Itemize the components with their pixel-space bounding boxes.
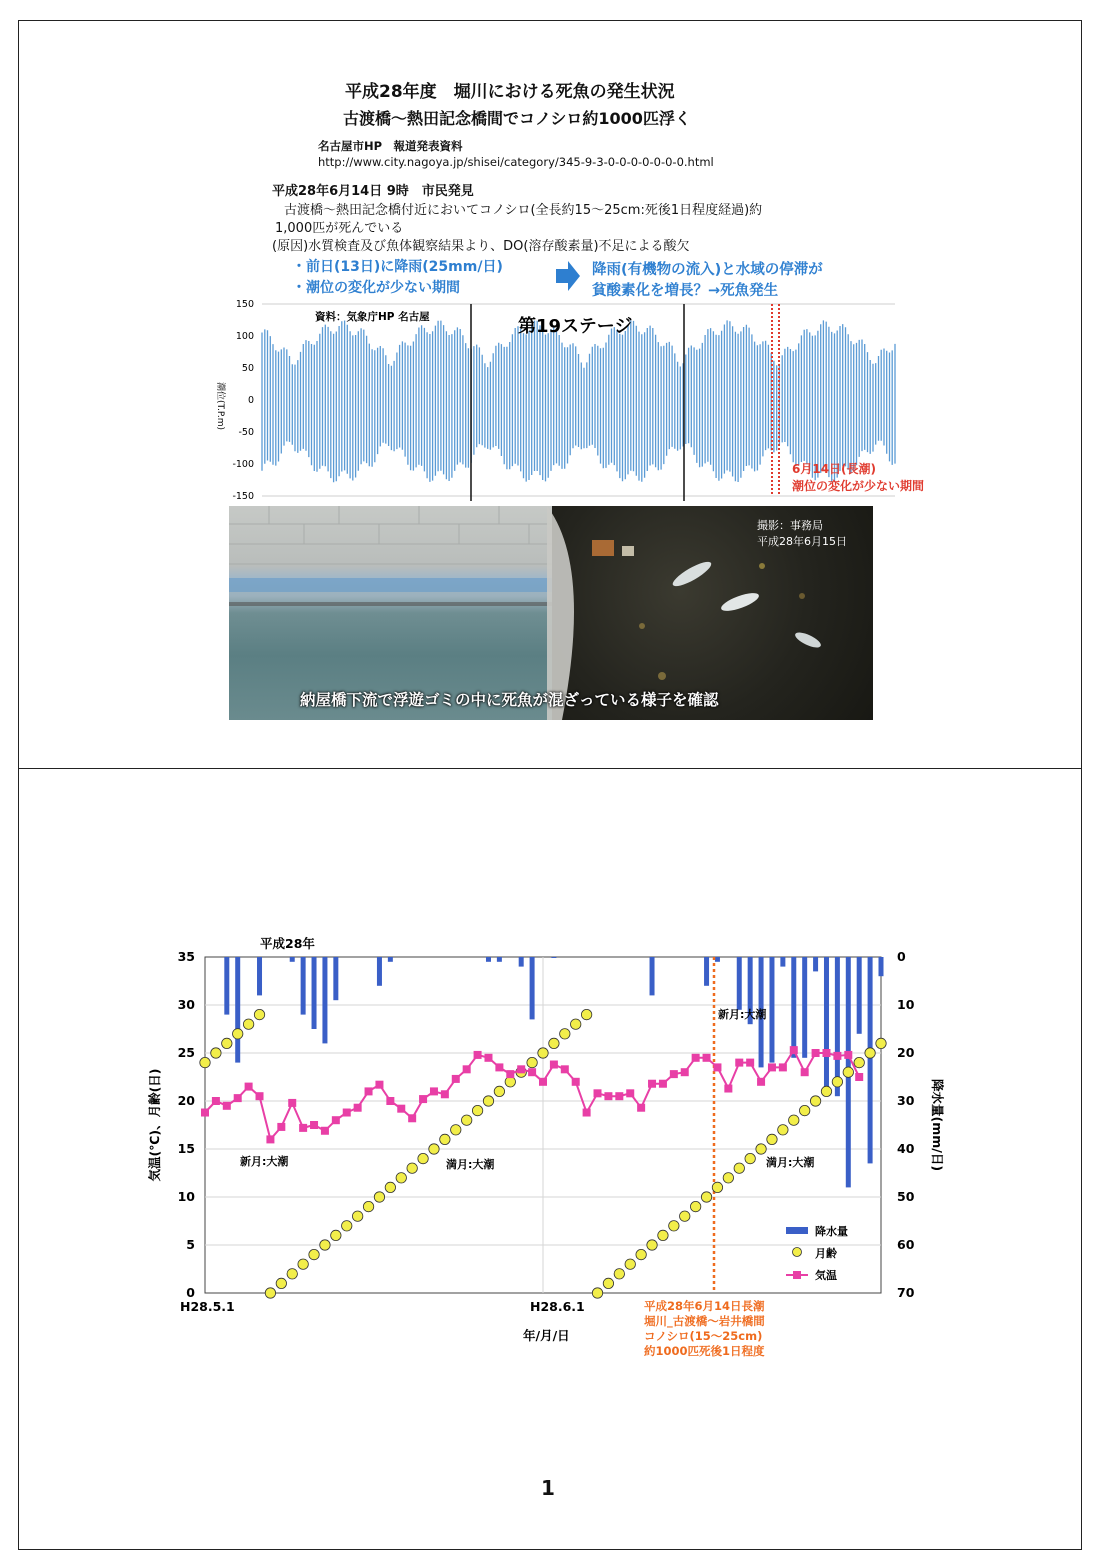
x-tick-1: H28.6.1 [530, 1299, 585, 1314]
moon-age-point [854, 1057, 864, 1067]
moon-age-point [876, 1038, 886, 1048]
left-tick-label: 10 [177, 1189, 195, 1204]
y-left-label: 気温(℃)、月齢(日) [147, 1068, 162, 1182]
cause-right-2: 貧酸素化を増長？→死魚発生 [592, 283, 779, 299]
moon-age-point [352, 1211, 362, 1221]
moon-age-point [494, 1086, 504, 1096]
left-tick-label: 0 [186, 1285, 195, 1300]
rain-bar [824, 957, 829, 1087]
temperature-point [790, 1046, 798, 1054]
page-number: 1 [541, 1476, 555, 1500]
legend-rain-label: 降水量 [815, 1225, 848, 1238]
moon-age-point [233, 1029, 243, 1039]
photo-caption: 納屋橋下流で浮遊ゴミの中に死魚が混ざっている様子を確認 [300, 691, 719, 709]
annotation-new-moon-2: 新月:大潮 [718, 1008, 767, 1021]
rain-bar [486, 957, 491, 962]
right-tick-label: 70 [897, 1285, 915, 1300]
tide-y-tick: 100 [235, 331, 254, 342]
rain-bar [333, 957, 338, 1000]
right-tick-label: 30 [897, 1093, 915, 1108]
moon-age-point [538, 1048, 548, 1058]
moon-age-point [472, 1105, 482, 1115]
temperature-point [615, 1092, 623, 1100]
rain-bar [497, 957, 502, 962]
moon-age-point [363, 1201, 373, 1211]
tide-oscillation [262, 320, 895, 482]
temperature-point [517, 1065, 525, 1073]
tide-y-tick: 0 [247, 395, 254, 406]
temperature-point [506, 1070, 514, 1078]
temperature-point [572, 1078, 580, 1086]
left-axis-ticks [178, 949, 196, 1300]
temperature-point [277, 1123, 285, 1131]
moon-age-point [451, 1125, 461, 1135]
left-tick-label: 20 [177, 1093, 195, 1108]
temperature-point [746, 1059, 754, 1067]
temperature-point [452, 1075, 460, 1083]
weather-chart-svg [140, 930, 960, 1360]
moon-age-point [810, 1096, 820, 1106]
moon-age-point [461, 1115, 471, 1125]
moon-age-point [592, 1288, 602, 1298]
left-tick-label: 35 [177, 949, 195, 964]
temperature-point [245, 1083, 253, 1091]
temperature-point [201, 1109, 209, 1117]
rain-bar [322, 957, 327, 1043]
right-tick-label: 0 [897, 949, 906, 964]
rain-bar [519, 957, 524, 967]
legend-temp-swatch [793, 1271, 801, 1279]
rain-bar [388, 957, 393, 962]
temperature-point [833, 1052, 841, 1060]
chart-title: 平成28年 [260, 936, 315, 951]
rain-bar [377, 957, 382, 986]
left-tick-label: 30 [177, 997, 195, 1012]
temperature-point [419, 1095, 427, 1103]
event-note-1: 平成28年6月14日長潮 [644, 1299, 765, 1313]
rain-bar [312, 957, 317, 1029]
report-line-2: 古渡橋～熱田記念橋付近においてコノシロ(全長約15～25cm:死後1日程度経過)約 [284, 203, 763, 218]
temperature-point [430, 1087, 438, 1095]
moon-age-point [625, 1259, 635, 1269]
annotation-new-moon-1: 新月:大潮 [240, 1155, 289, 1168]
right-tick-label: 40 [897, 1141, 915, 1156]
y-right-label: 降水量(mm/日) [930, 1078, 945, 1172]
temperature-point [539, 1078, 547, 1086]
temperature-point [234, 1094, 242, 1102]
moon-age-point [385, 1182, 395, 1192]
legend-rain-swatch [786, 1227, 808, 1234]
moon-age-point [680, 1211, 690, 1221]
tide-y-tick: 50 [241, 363, 254, 374]
rain-bar [650, 957, 655, 995]
rain-bar [780, 957, 785, 967]
report-line-4: (原因)水質検査及び魚体観察結果より、DO(溶存酸素量)不足による酸欠 [272, 239, 690, 254]
right-arrow-icon [556, 261, 580, 291]
tide-y-label: 潮位(T.P.m) [215, 382, 225, 430]
moon-age-point [821, 1086, 831, 1096]
moon-age-point [342, 1221, 352, 1231]
temperature-point [561, 1065, 569, 1073]
moon-age-point [309, 1249, 319, 1259]
rain-bar [737, 957, 742, 1010]
moon-age-point [418, 1153, 428, 1163]
moon-age-point [200, 1057, 210, 1067]
right-tick-label: 20 [897, 1045, 915, 1060]
rain-bar [235, 957, 240, 1063]
temperature-point [474, 1051, 482, 1059]
temperature-point [256, 1092, 264, 1100]
temperature-point [408, 1114, 416, 1122]
rain-bar [835, 957, 840, 1096]
rain-bar [290, 957, 295, 962]
moon-age-point [549, 1038, 559, 1048]
rain-bar [257, 957, 262, 995]
annotation-full-moon-2: 満月:大潮 [766, 1156, 815, 1169]
right-tick-label: 10 [897, 997, 915, 1012]
moon-age-point [832, 1077, 842, 1087]
photo-credit-1: 撮影：事務局 [757, 519, 823, 532]
left-tick-label: 25 [177, 1045, 195, 1060]
legend-moon-swatch [793, 1248, 802, 1257]
temperature-point [735, 1059, 743, 1067]
temperature-point [299, 1124, 307, 1132]
moon-age-point [799, 1105, 809, 1115]
moon-age-point [745, 1153, 755, 1163]
rain-bar [857, 957, 862, 1034]
moon-age-point [287, 1269, 297, 1279]
rain-bar [715, 957, 720, 962]
tide-y-tick: -50 [238, 427, 254, 438]
temperature-point [463, 1065, 471, 1073]
page-title: 平成28年度 堀川における死魚の発生状況 [345, 82, 675, 102]
photo-credit-2: 平成28年6月15日 [757, 535, 847, 548]
temperature-point [288, 1099, 296, 1107]
temperature-point [801, 1068, 809, 1076]
temperature-point [495, 1063, 503, 1071]
temperature-point [375, 1081, 383, 1089]
rain-bar [301, 957, 306, 1015]
page-divider [18, 768, 1082, 769]
moon-age-point [396, 1173, 406, 1183]
moon-age-point [701, 1192, 711, 1202]
temperature-point [626, 1089, 634, 1097]
temperature-point [713, 1063, 721, 1071]
temperature-point [365, 1087, 373, 1095]
temperature-point [768, 1063, 776, 1071]
event-note-4: 約1000匹死後1日程度 [644, 1344, 765, 1358]
moon-age-point [581, 1009, 591, 1019]
left-tick-label: 5 [186, 1237, 195, 1252]
moon-age-point [712, 1182, 722, 1192]
temperature-point [332, 1116, 340, 1124]
tide-y-tick: 150 [235, 299, 254, 310]
tide-source-note: 資料：気象庁HP 名古屋 [315, 311, 430, 323]
temperature-point [812, 1049, 820, 1057]
temperature-point [441, 1090, 449, 1098]
temperature-point [550, 1061, 558, 1069]
moon-age-point [265, 1288, 275, 1298]
moon-age-point [298, 1259, 308, 1269]
temperature-point [266, 1135, 274, 1143]
moon-age-point [505, 1077, 515, 1087]
moon-age-point [789, 1115, 799, 1125]
temperature-point [681, 1068, 689, 1076]
moon-age-point [276, 1278, 286, 1288]
moon-age-point [429, 1144, 439, 1154]
temperature-point [670, 1070, 678, 1078]
x-axis-label: 年/月/日 [523, 1328, 570, 1343]
report-line-3: 1,000匹が死んでいる [275, 221, 404, 236]
rain-bar [530, 957, 535, 1019]
moon-age-point [222, 1038, 232, 1048]
temperature-point [594, 1089, 602, 1097]
temperature-point [212, 1097, 220, 1105]
temperature-point [397, 1105, 405, 1113]
tide-y-tick: -150 [232, 491, 254, 502]
moon-age-point [603, 1278, 613, 1288]
page-subtitle: 古渡橋～熱田記念橋間でコノシロ約1000匹浮く [343, 109, 691, 128]
temperature-point [822, 1049, 830, 1057]
right-tick-label: 60 [897, 1237, 915, 1252]
temperature-point [724, 1085, 732, 1093]
event-date-label: 6月14日(長潮) [792, 462, 877, 476]
legend-moon-label: 月齢 [815, 1247, 837, 1260]
moon-age-point [756, 1144, 766, 1154]
temperature-point [321, 1127, 329, 1135]
rain-bar [802, 957, 807, 1058]
event-note-3: コノシロ(15～25cm) [644, 1329, 763, 1343]
moon-age-point [211, 1048, 221, 1058]
temperature-point [484, 1054, 492, 1062]
tide-wave [262, 320, 895, 482]
x-tick-0: H28.5.1 [180, 1299, 235, 1314]
moon-age-point [767, 1134, 777, 1144]
moon-age-point [560, 1029, 570, 1039]
moon-age-point [374, 1192, 384, 1202]
temperature-point [343, 1109, 351, 1117]
source-label: 名古屋市HP 報道発表資料 [318, 139, 463, 153]
moon-age-point [483, 1096, 493, 1106]
stage-label: 第19ステージ [518, 316, 633, 337]
moon-age-point [647, 1240, 657, 1250]
annotation-full-moon-1: 満月:大潮 [446, 1158, 495, 1171]
weather-chart [140, 930, 960, 1360]
moon-age-point [243, 1019, 253, 1029]
moon-age-point [778, 1125, 788, 1135]
tide-chart-svg [200, 296, 925, 504]
tide-chart [200, 296, 925, 504]
source-url[interactable]: http://www.city.nagoya.jp/shisei/category/345-9-3-0-0-0-0-0-0-0.html [318, 155, 714, 169]
moon-age-point [254, 1009, 264, 1019]
temperature-point [659, 1080, 667, 1088]
moon-age-point [723, 1173, 733, 1183]
cause-left-1: ・前日(13日)に降雨(25mm/日) [292, 259, 503, 275]
legend-temp-label: 気温 [815, 1269, 837, 1282]
moon-age-point [331, 1230, 341, 1240]
temperature-point [692, 1054, 700, 1062]
left-tick-label: 15 [177, 1141, 195, 1156]
cause-left-2: ・潮位の変化が少ない期間 [292, 280, 460, 296]
temperature-point [648, 1080, 656, 1088]
moon-age-point [320, 1240, 330, 1250]
moon-age-point [690, 1201, 700, 1211]
rain-bar [868, 957, 873, 1163]
rain-bar [551, 957, 556, 958]
tide-y-tick: -100 [232, 459, 254, 470]
temperature-point [583, 1109, 591, 1117]
moon-age-point [658, 1230, 668, 1240]
temperature-point [604, 1092, 612, 1100]
right-tick-label: 50 [897, 1189, 915, 1204]
rain-bar [769, 957, 774, 1063]
rain-bar [879, 957, 884, 976]
temperature-point [779, 1063, 787, 1071]
temperature-point [223, 1102, 231, 1110]
temperature-point [354, 1104, 362, 1112]
moon-age-point [865, 1048, 875, 1058]
temperature-point [757, 1078, 765, 1086]
event-period-label: 潮位の変化が少ない期間 [792, 479, 925, 493]
report-line-1: 平成28年6月14日 9時 市民発見 [272, 184, 474, 199]
temperature-point [703, 1054, 711, 1062]
rain-bar [224, 957, 229, 1015]
moon-age-point [843, 1067, 853, 1077]
moon-age-point [571, 1019, 581, 1029]
temperature-point [528, 1068, 536, 1076]
moon-age-point [669, 1221, 679, 1231]
moon-age-point [440, 1134, 450, 1144]
temperature-point [386, 1097, 394, 1105]
temperature-point [855, 1073, 863, 1081]
moon-age-point [636, 1249, 646, 1259]
temperature-point [637, 1104, 645, 1112]
right-axis-ticks [897, 949, 915, 1300]
rain-bar [704, 957, 709, 986]
moon-age-point [614, 1269, 624, 1279]
event-note-2: 堀川_古渡橋～岩井橋間 [644, 1314, 765, 1328]
rain-bar [813, 957, 818, 971]
moon-age-point [527, 1057, 537, 1067]
rain-bar [791, 957, 796, 1058]
temperature-point [310, 1121, 318, 1129]
moon-age-point [407, 1163, 417, 1173]
cause-right-1: 降雨(有機物の流入)と水域の停滞が [592, 262, 823, 278]
temperature-point [844, 1051, 852, 1059]
moon-age-point [734, 1163, 744, 1173]
